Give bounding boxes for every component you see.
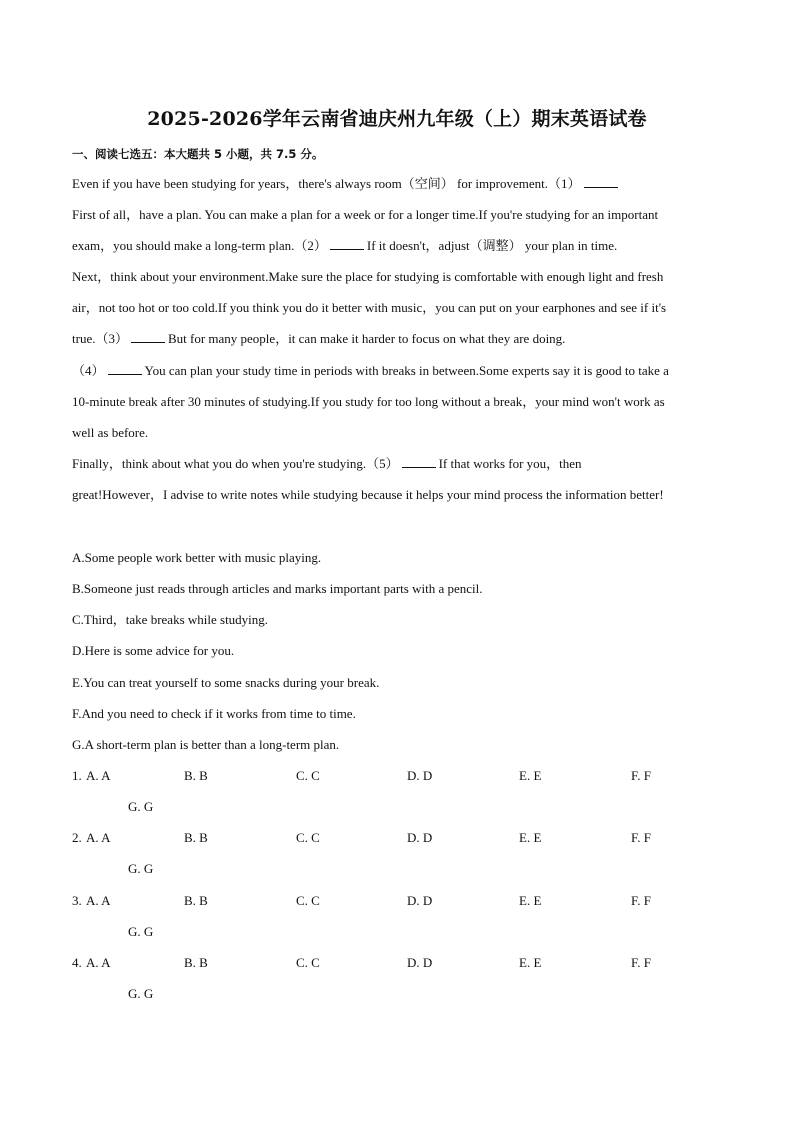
option-c[interactable]: C. C (296, 893, 320, 908)
option-e[interactable]: E. E (519, 893, 542, 908)
option-b[interactable]: B. B (184, 893, 208, 908)
option-d[interactable]: D. D (407, 830, 433, 845)
choice-item: G.A short-term plan is better than a long-term plan. (72, 737, 340, 752)
choice-item: B.Someone just reads through articles and marks important parts with a pencil. (72, 581, 483, 596)
option-a[interactable]: A. A (86, 830, 111, 845)
passage-line (72, 238, 617, 254)
page-title: 2025-2026学年云南省迪庆州九年级（上）期末英语试卷 (147, 108, 647, 130)
option-g[interactable]: G. G (128, 861, 154, 876)
passage-text: If that works for you，then (438, 456, 582, 471)
section-header: 一、阅读七选五：本大题共 5 小题，共 7.5 分。 (72, 147, 324, 161)
answer-blank[interactable] (584, 176, 618, 188)
choice-item: A.Some people work better with music playing. (72, 550, 322, 565)
option-b[interactable]: B. B (184, 955, 208, 970)
choice-item: F.And you need to check if it works from time to time. (72, 706, 356, 721)
passage-text: Finally，think about what you do when you're studying.（5） (72, 456, 399, 471)
passage-line: 10-minute break after 30 minutes of studying.If you study for too long without a break，your mind won't work as (72, 394, 665, 409)
option-a[interactable]: A. A (86, 893, 111, 908)
choice-item: E.You can treat yourself to some snacks during your break. (72, 675, 380, 690)
option-e[interactable]: E. E (519, 830, 542, 845)
passage-text: true.（3） (72, 331, 128, 346)
passage-line (72, 456, 582, 472)
option-d[interactable]: D. D (407, 893, 433, 908)
question-number: 2. (72, 830, 82, 845)
question-number: 1. (72, 768, 82, 783)
option-a[interactable]: A. A (86, 955, 111, 970)
passage-text: exam，you should make a long-term plan.（2） (72, 238, 327, 253)
passage-line: First of all，have a plan. You can make a plan for a week or for a longer time.If you're studying for an important (72, 207, 659, 222)
passage-text: （4） (72, 363, 105, 378)
option-a[interactable]: A. A (86, 768, 111, 783)
passage-line: air，not too hot or too cold.If you think you do it better with music，you can put on your earphones and see if it's (72, 300, 667, 315)
option-b[interactable]: B. B (184, 830, 208, 845)
option-f[interactable]: F. F (631, 893, 651, 908)
option-f[interactable]: F. F (631, 768, 651, 783)
passage-text: You can plan your study time in periods with breaks in between.Some experts say it is good to take a (144, 363, 669, 378)
passage-line (72, 176, 621, 192)
option-d[interactable]: D. D (407, 768, 433, 783)
answer-blank[interactable] (402, 456, 436, 468)
choice-item: D.Here is some advice for you. (72, 643, 235, 658)
option-g[interactable]: G. G (128, 799, 154, 814)
passage-line: well as before. (72, 425, 149, 440)
option-d[interactable]: D. D (407, 955, 433, 970)
option-e[interactable]: E. E (519, 768, 542, 783)
option-f[interactable]: F. F (631, 955, 651, 970)
answer-blank[interactable] (330, 238, 364, 250)
option-g[interactable]: G. G (128, 986, 154, 1001)
option-c[interactable]: C. C (296, 768, 320, 783)
passage-line (72, 363, 669, 379)
passage-text: But for many people，it can make it harder to focus on what they are doing. (167, 331, 566, 346)
question-number: 4. (72, 955, 82, 970)
option-c[interactable]: C. C (296, 830, 320, 845)
passage-text: Even if you have been studying for years，there's always room（空间） for improvement.（1） (72, 176, 581, 191)
option-b[interactable]: B. B (184, 768, 208, 783)
option-c[interactable]: C. C (296, 955, 320, 970)
option-g[interactable]: G. G (128, 924, 154, 939)
choice-item: C.Third，take breaks while studying. (72, 612, 269, 627)
question-number: 3. (72, 893, 82, 908)
answer-blank[interactable] (108, 363, 142, 375)
option-f[interactable]: F. F (631, 830, 651, 845)
option-e[interactable]: E. E (519, 955, 542, 970)
passage-line: Next，think about your environment.Make sure the place for studying is comfortable with enough light and fresh (72, 269, 664, 284)
passage-text: If it doesn't，adjust（调整） your plan in time. (366, 238, 618, 253)
passage-line (72, 331, 565, 347)
passage-line: great!However，I advise to write notes while studying because it helps your mind process the information better! (72, 487, 664, 502)
answer-blank[interactable] (131, 331, 165, 343)
